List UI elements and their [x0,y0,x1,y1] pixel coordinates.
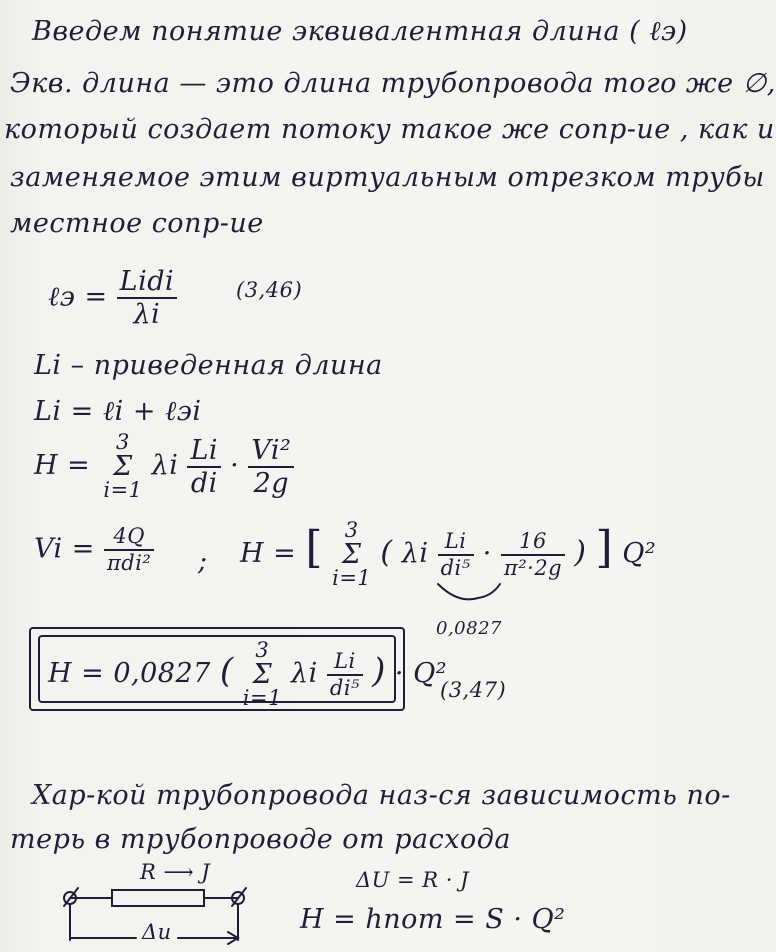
frac-L-d5-box-den: di⁵ [329,675,360,700]
separator-semicolon: ; [198,546,208,577]
formula-box-outer [30,628,404,710]
pipe-characteristic-equation: H = hпот = S · Q² [300,904,566,935]
text-line-1: Введем понятие эквивалентная длина ( ℓэ) [32,16,688,47]
frac-L-d5-num: Li [444,528,467,553]
frac-16-den: π²·2g [503,555,563,580]
bracket-close: ] [595,522,614,573]
frac-L-d-den: di [190,467,218,499]
constant-value: 0,0827 [436,618,502,639]
frac-4q-den: πdi² [106,551,152,575]
frac-L-d5-den: di⁵ [440,555,471,580]
dot: · [482,538,492,569]
frac-v2-2g-den: 2g [253,467,290,499]
text-line-4: заменяемое этим виртуальным отрезком трубы [10,162,765,193]
equation-tag-3-47: (3,47) [440,678,507,702]
paren-open: ( [219,651,234,691]
definition-line-1: Li – приведенная длина [34,350,383,381]
frac-4q-num: 4Q [113,524,145,548]
boxed-formula-lhs: H = 0,0827 [48,658,211,689]
text-line-2: Экв. длина — это длина трубопровода того же ∅, [10,68,776,99]
sigma: Σ [113,451,133,482]
paren-close: ) [372,651,386,691]
formula-3-46-num: Lidi [119,266,175,297]
lambda-i-2: λi [401,538,429,569]
voltage-drop-label: Δu [142,920,172,944]
lambda-i: λi [151,450,179,481]
formula-3-46-den: λi [133,299,161,330]
formula-box-inner [39,636,395,702]
sum-top-3: 3 [255,638,270,662]
equation-tag-3-46: (3,46) [236,278,303,302]
dot: · [230,450,240,481]
frac-L-d-num: Li [190,434,219,466]
char-line-1: Хар-кой трубопровода наз-ся зависимость по- [32,780,731,811]
formula-velocity-lhs: Vi = [34,533,95,565]
lambda-i-3: λi [291,658,318,689]
sum-top: 3 [116,430,130,454]
q-squared: Q² [622,538,657,569]
sum-bottom-2: i=1 [332,566,372,590]
frac-16-num: 16 [519,528,547,553]
resistor [112,890,204,906]
resistor-label: R ⟶ J [140,860,211,884]
bracket-open: [ [305,522,324,573]
definition-line-2: Li = ℓi + ℓэi [34,396,202,427]
boxed-tail: · Q² [394,658,448,689]
text-line-5: местное сопр-ие [10,208,264,239]
char-line-2: терь в трубопроводе от расхода [10,824,511,855]
sigma: Σ [341,539,362,570]
frac-L-d5-box-num: Li [334,648,356,673]
text-line-3: который создает потоку такое же сопр-ие , как и [4,114,775,145]
ohm-law-equation: ΔU = R · J [356,868,470,892]
paren-open: ( [380,535,393,570]
sum-bottom-3: i=1 [242,686,282,710]
frac-v2-2g-num: Vi² [251,434,292,466]
paren-close: ) [574,535,587,570]
formula-head-loss-lhs: H = [34,450,91,481]
sum-top-2: 3 [344,518,359,542]
formula-3-46-lhs: ℓэ = [48,281,108,313]
underbrace [438,584,500,599]
sum-bottom: i=1 [103,478,143,502]
formula-head-loss-2-lhs: H = [240,538,297,569]
sigma: Σ [252,659,273,690]
